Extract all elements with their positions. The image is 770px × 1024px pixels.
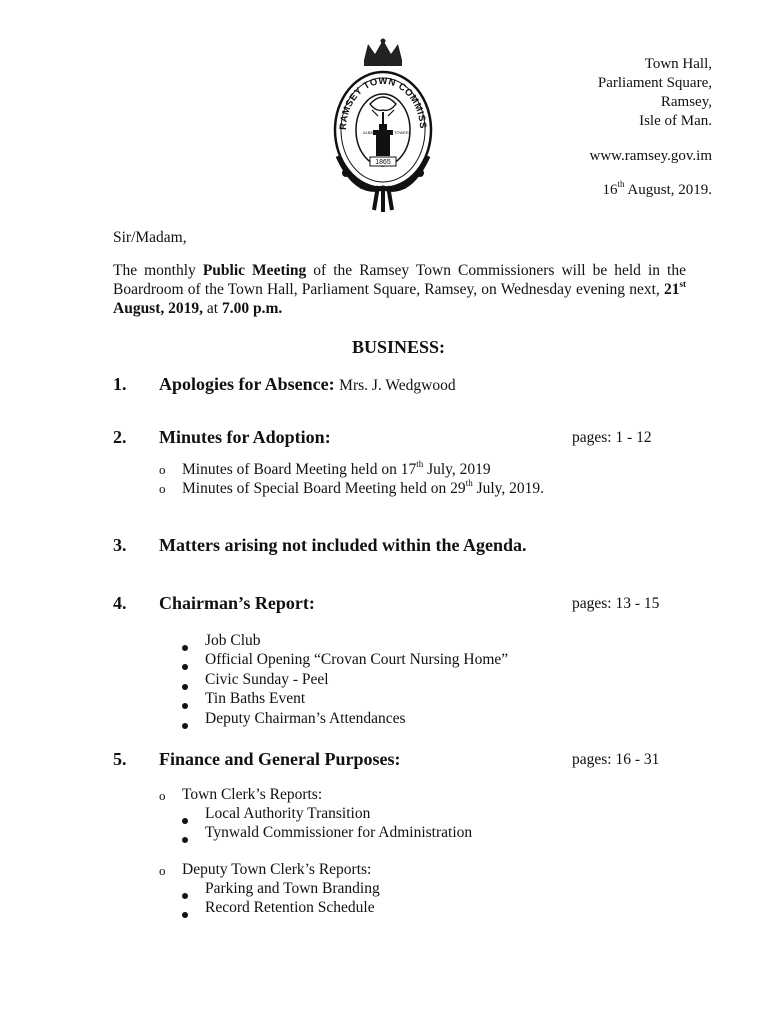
sub-bullet: o: [159, 462, 166, 477]
crest-small-right: TOWER: [394, 130, 409, 135]
bullet-icon: [182, 638, 188, 656]
item-4-pages: pages: 13 - 15: [572, 595, 660, 612]
item-2-sub-1: Minutes of Board Meeting held on 17th July, 2019: [182, 459, 491, 478]
item-2-pages: pages: 1 - 12: [572, 429, 652, 446]
crest-small-left: ALBERT: [363, 130, 379, 135]
item-2-number: 2.: [113, 427, 127, 447]
salutation: Sir/Madam,: [113, 229, 187, 246]
item-5-number: 5.: [113, 749, 127, 769]
deputy-clerk-reports-title: Deputy Town Clerk’s Reports:: [182, 861, 372, 878]
bullet-icon: [182, 677, 188, 695]
website-link[interactable]: www.ramsey.gov.im: [589, 148, 712, 164]
address-line-2: Parliament Square,: [597, 75, 712, 91]
bullet-icon: [182, 886, 188, 904]
item-1-heading: Apologies for Absence: Mrs. J. Wedgwood: [159, 374, 456, 394]
crest-graphic: [326, 38, 440, 214]
sub-bullet: o: [159, 863, 166, 878]
item-4-number: 4.: [113, 593, 127, 613]
deputy-clerk-sub-2: Record Retention Schedule: [205, 899, 375, 916]
bullet-icon: [182, 905, 188, 923]
bullet-icon: [182, 657, 188, 675]
bullet-icon: [182, 830, 188, 848]
item-4-sub-5: Deputy Chairman’s Attendances: [205, 710, 406, 727]
town-crest-logo: [326, 38, 440, 214]
bullet-icon: [182, 811, 188, 829]
letter-date: 16th August, 2019.: [602, 179, 712, 198]
address-line-4: Isle of Man.: [639, 113, 712, 129]
address-line-3: Ramsey,: [660, 94, 712, 110]
item-1-inline-text: Mrs. J. Wedgwood: [339, 377, 456, 394]
item-1-number: 1.: [113, 374, 127, 394]
item-4-sub-1: Job Club: [205, 632, 261, 649]
crest-year: 1865: [375, 159, 391, 166]
item-5-pages: pages: 16 - 31: [572, 751, 660, 768]
business-heading: BUSINESS:: [352, 337, 446, 357]
item-4-heading: Chairman’s Report:: [159, 593, 315, 613]
town-clerk-reports-title: Town Clerk’s Reports:: [182, 786, 323, 803]
item-3-heading: Matters arising not included within the Agenda.: [159, 535, 527, 555]
item-2-sub-2: Minutes of Special Board Meeting held on 29th July, 2019.: [182, 478, 545, 497]
item-3-number: 3.: [113, 535, 127, 555]
town-clerk-sub-2: Tynwald Commissioner for Administration: [205, 824, 473, 841]
intro-paragraph: The monthly Public Meeting of the Ramsey Town Commissioners will be held in the Boardroom of the Town Hall, Parliament Square, Ramsey, on Wednesday evening next, 21st August, 2019, at 7.00 p.m.: [113, 262, 686, 317]
sub-bullet: o: [159, 788, 166, 803]
sub-bullet: o: [159, 481, 166, 496]
item-4-sub-3: Civic Sunday - Peel: [205, 671, 329, 688]
crest-arc-text: RAMSEY TOWN COMMISS: [337, 75, 429, 131]
bullet-icon: [182, 716, 188, 734]
item-5-heading: Finance and General Purposes:: [159, 749, 401, 769]
deputy-clerk-sub-1: Parking and Town Branding: [205, 880, 380, 897]
address-block: [598, 55, 712, 131]
item-4-sub-2: Official Opening “Crovan Court Nursing Home”: [205, 651, 509, 668]
address-line-1: Town Hall,: [644, 56, 712, 72]
item-4-sub-4: Tin Baths Event: [205, 690, 306, 707]
bullet-icon: [182, 696, 188, 714]
town-clerk-sub-1: Local Authority Transition: [205, 805, 371, 822]
item-2-heading: Minutes for Adoption:: [159, 427, 331, 447]
